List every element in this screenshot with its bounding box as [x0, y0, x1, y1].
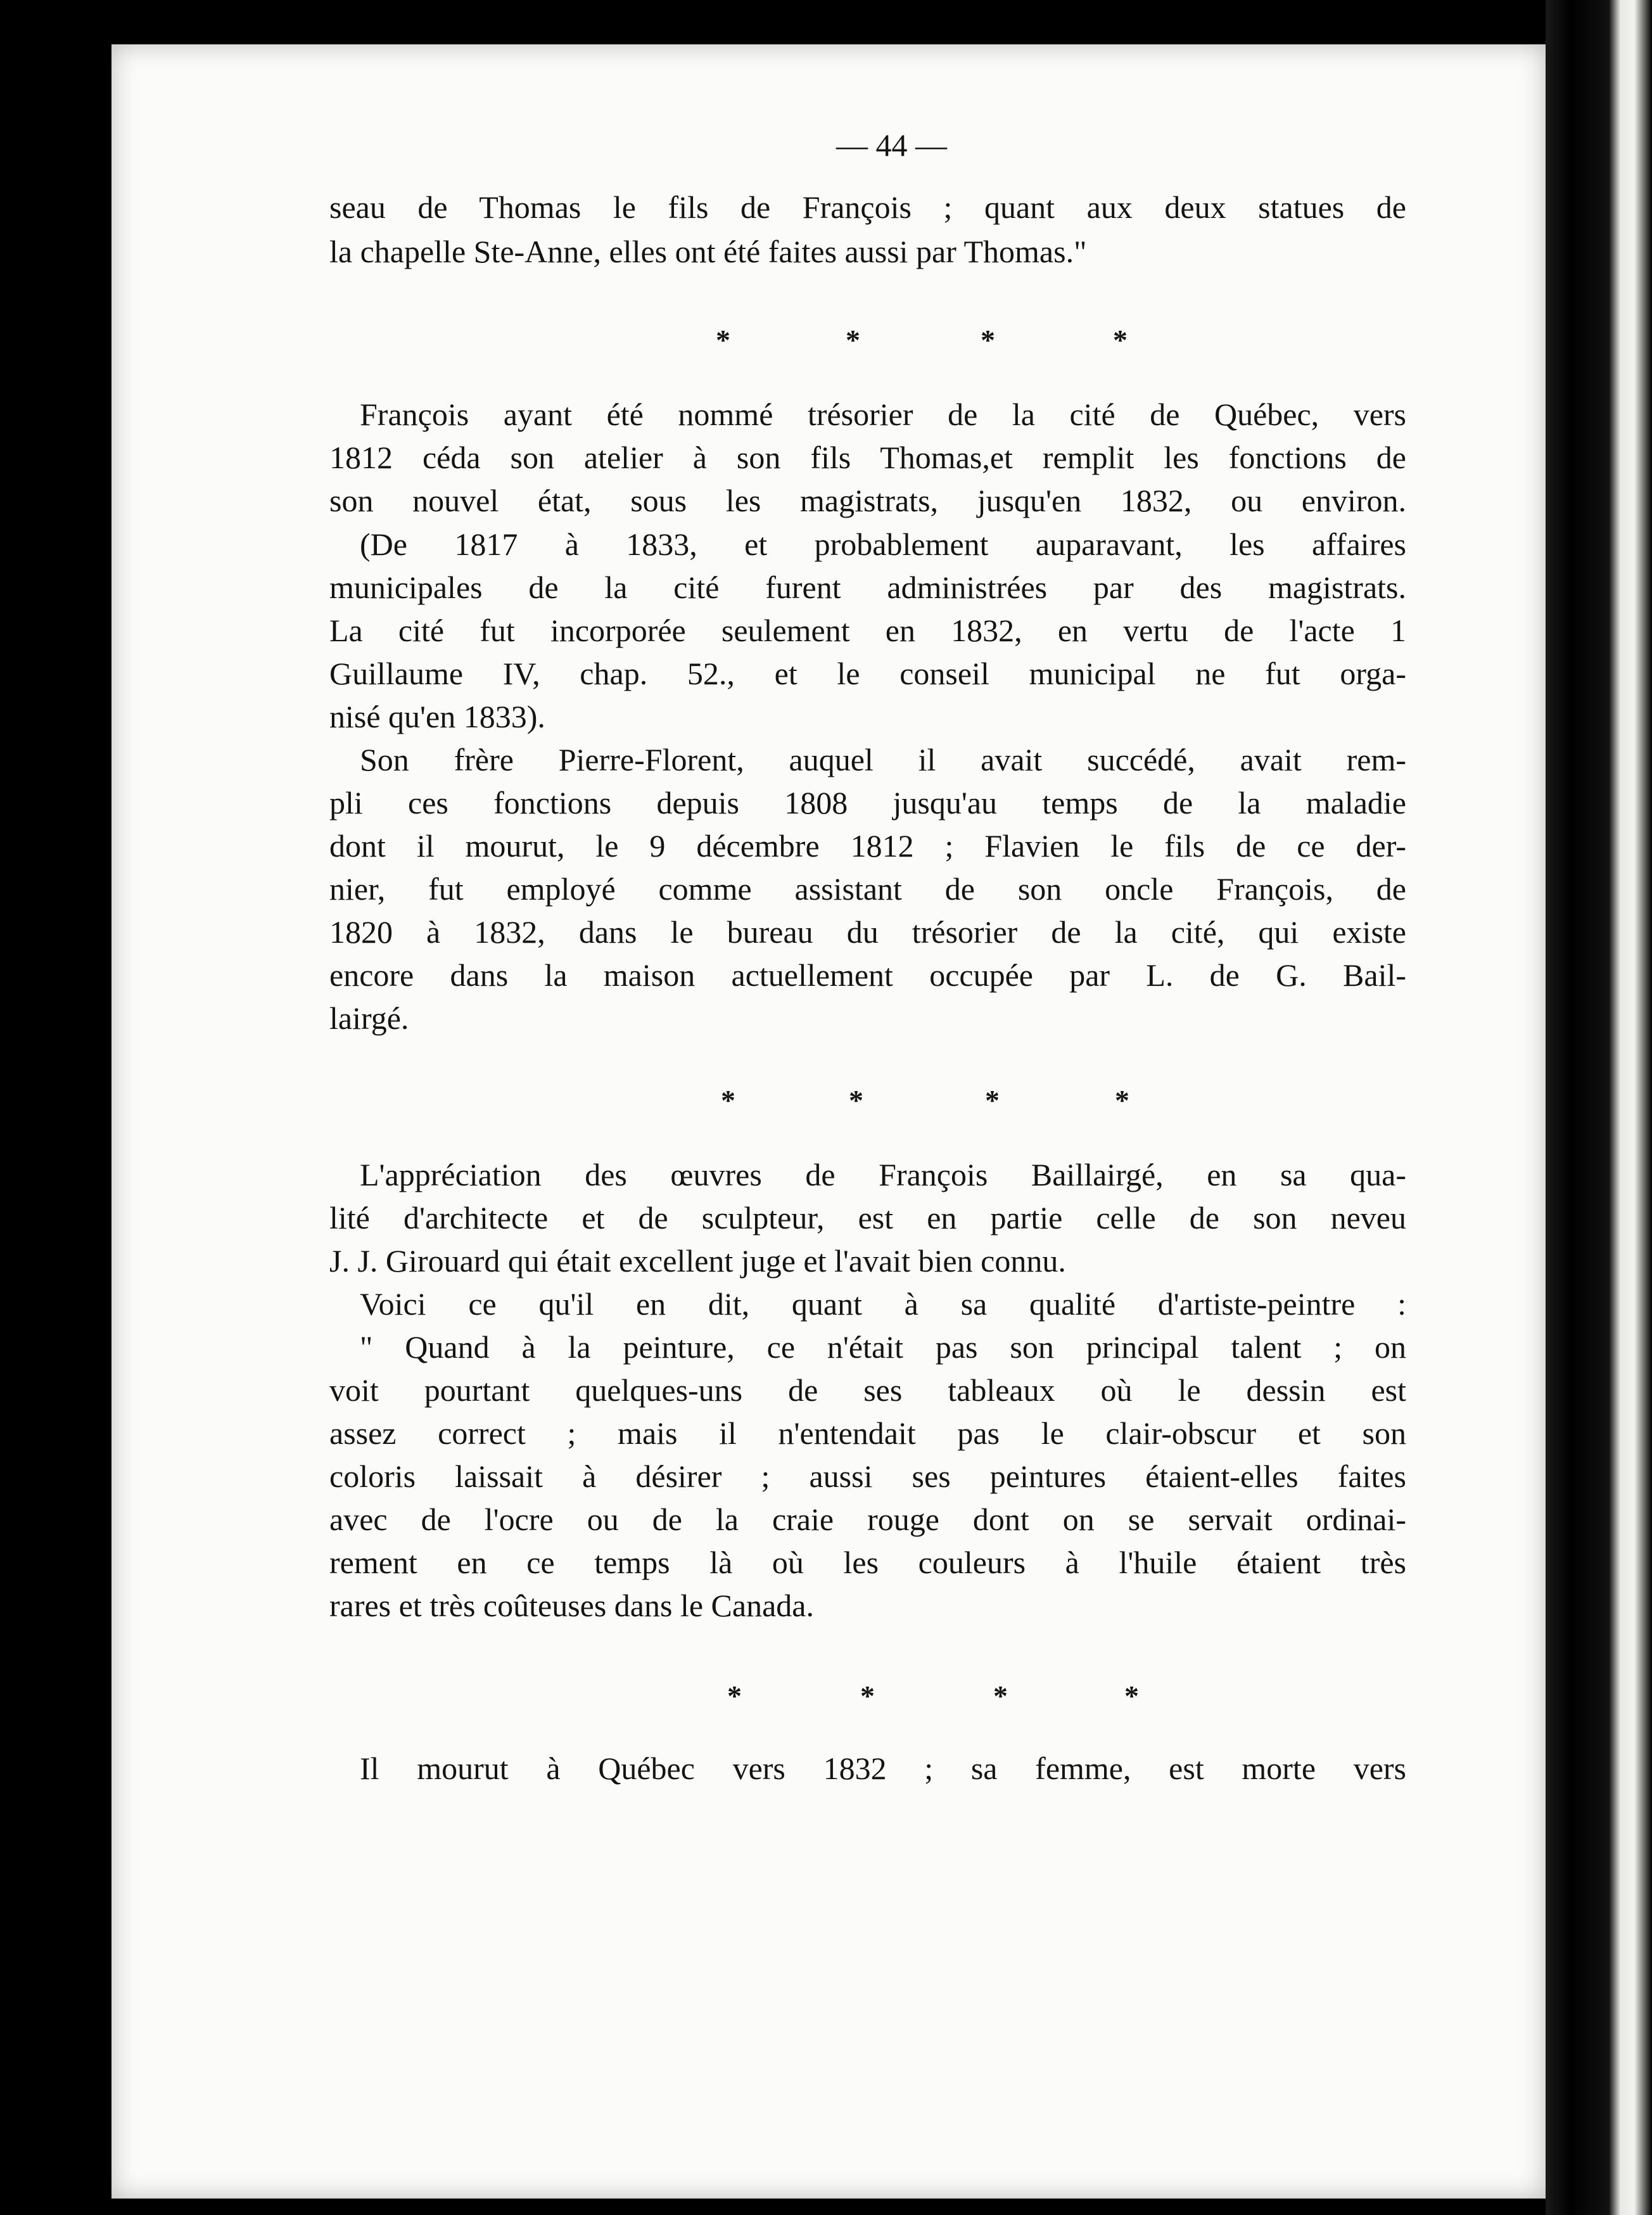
text-line: son nouvel état, sous les magistrats, jusqu'en 1832, ou environ. — [329, 483, 1406, 518]
asterisk-glyph: * — [981, 324, 995, 356]
text-line: assez correct ; mais il n'entendait pas le clair-obscur et son — [329, 1415, 1406, 1451]
asterisk-glyph: * — [993, 1680, 1008, 1712]
text-line: 1820 à 1832, dans le bureau du trésorier de la cité, qui existe — [329, 914, 1406, 950]
text-line: Guillaume IV, chap. 52., et le conseil municipal ne fut orga- — [329, 656, 1406, 691]
asterisk-glyph: * — [1124, 1680, 1139, 1712]
text-line: La cité fut incorporée seulement en 1832, en vertu de l'acte 1 — [329, 613, 1406, 648]
page-edge-right — [1546, 0, 1652, 2215]
text-line: nisé qu'en 1833). — [329, 699, 545, 734]
text-line: 1812 céda son atelier à son fils Thomas,et remplit les fonctions de — [329, 440, 1406, 475]
text-line: municipales de la cité furent administrées par des magistrats. — [329, 570, 1406, 605]
text-line: (De 1817 à 1833, et probablement auparavant, les affaires — [360, 527, 1406, 562]
text-line: seau de Thomas le fils de François ; quant aux deux statues de — [329, 189, 1406, 225]
text-line: la chapelle Ste-Anne, elles ont été faites aussi par Thomas." — [329, 234, 1087, 269]
book-page — [111, 44, 1546, 2199]
text-line: pli ces fonctions depuis 1808 jusqu'au temps de la maladie — [329, 785, 1406, 820]
text-line: encore dans la maison actuellement occupée par L. de G. Bail- — [329, 957, 1406, 993]
text-line: rement en ce temps là où les couleurs à l'huile étaient très — [329, 1545, 1406, 1580]
text-line: lité d'architecte et de sculpteur, est en partie celle de son neveu — [329, 1200, 1406, 1235]
text-line: François ayant été nommé trésorier de la cité de Québec, vers — [360, 397, 1406, 432]
text-line: Il mourut à Québec vers 1832 ; sa femme, est morte vers — [360, 1751, 1406, 1786]
asterisk-glyph: * — [1113, 324, 1128, 356]
text-line: lairgé. — [329, 1000, 409, 1036]
text-line: voit pourtant quelques-uns de ses tableaux où le dessin est — [329, 1372, 1406, 1408]
scan-top-edge — [0, 0, 1652, 44]
text-line: dont il mourut, le 9 décembre 1812 ; Flavien le fils de ce der- — [329, 828, 1406, 864]
asterisk-glyph: * — [846, 324, 860, 356]
text-line: L'appréciation des œuvres de François Baillairgé, en sa qua- — [360, 1157, 1406, 1192]
asterisk-glyph: * — [849, 1084, 863, 1116]
text-line: rares et très coûteuses dans le Canada. — [329, 1588, 814, 1623]
asterisk-glyph: * — [716, 324, 730, 356]
text-line: avec de l'ocre ou de la craie rouge dont on se servait ordinai- — [329, 1502, 1406, 1537]
text-line: Voici ce qu'il en dit, quant à sa qualité d'artiste-peintre : — [360, 1286, 1406, 1322]
asterisk-glyph: * — [1115, 1084, 1129, 1116]
page-number: — 44 — — [836, 127, 947, 163]
text-line: nier, fut employé comme assistant de son oncle François, de — [329, 871, 1406, 907]
asterisk-glyph: * — [727, 1680, 742, 1712]
asterisk-glyph: * — [721, 1084, 735, 1116]
text-line: " Quand à la peinture, ce n'était pas son principal talent ; on — [360, 1329, 1406, 1365]
text-line: coloris laissait à désirer ; aussi ses peintures étaient-elles faites — [329, 1459, 1406, 1494]
asterisk-glyph: * — [985, 1084, 1000, 1116]
text-line: J. J. Girouard qui était excellent juge et l'avait bien connu. — [329, 1243, 1066, 1279]
text-line: Son frère Pierre-Florent, auquel il avait succédé, avait rem- — [360, 742, 1406, 777]
asterisk-glyph: * — [860, 1680, 875, 1712]
